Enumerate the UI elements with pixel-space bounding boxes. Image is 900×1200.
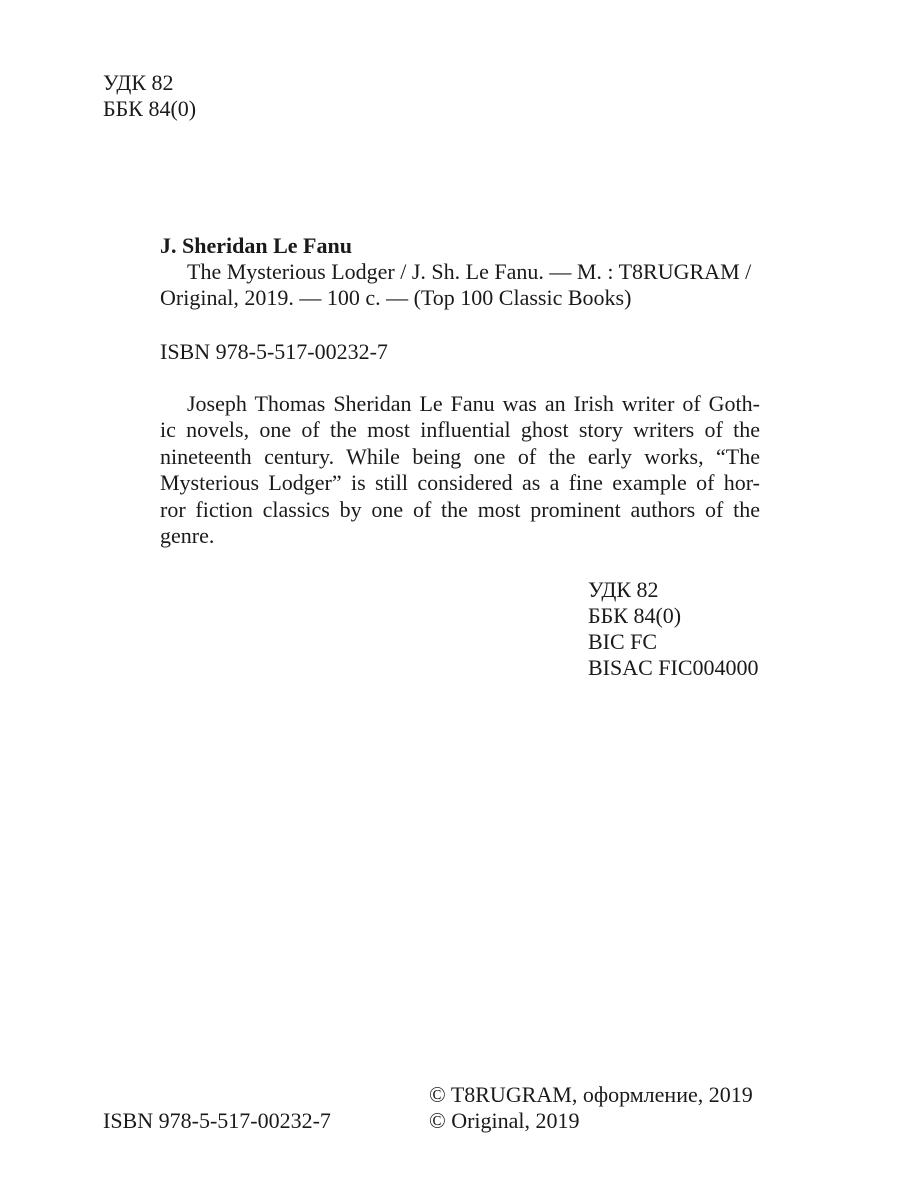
udk-code: УДК 82: [588, 577, 659, 602]
top-classification: [103, 70, 196, 122]
bbk-code: ББК 84(0): [103, 96, 197, 121]
bic-code: BIC FC: [588, 629, 658, 654]
annotation-line: ror fiction classics by one of the most prominent authors of the: [160, 496, 760, 522]
annotation-line: Joseph Thomas Sheridan Le Fanu was an Irish writer of Goth-: [187, 391, 760, 416]
footer-isbn: [103, 1108, 331, 1134]
bbk-code: ББК 84(0): [588, 603, 682, 628]
isbn-number: ISBN 978-5-517-00232-7: [160, 339, 388, 364]
bibliographic-record: [160, 233, 760, 311]
classification-block: [588, 577, 759, 681]
annotation-paragraph: [160, 391, 760, 549]
author-heading: J. Sheridan Le Fanu: [160, 233, 352, 258]
annotation-line: genre.: [160, 523, 215, 549]
copyright-block: [429, 1082, 753, 1134]
annotation-line: nineteenth century. While being one of the early works, “The: [160, 443, 760, 469]
bibliographic-line: Original, 2019. — 100 с. — (Top 100 Classic Books): [160, 285, 632, 310]
isbn-number: ISBN 978-5-517-00232-7: [103, 1108, 331, 1133]
bisac-code: BISAC FIC004000: [588, 655, 759, 680]
bibliographic-line: The Mysterious Lodger / J. Sh. Le Fanu. — M. : T8RUGRAM /: [187, 259, 752, 284]
annotation-line: ic novels, one of the most influential ghost story writers of the: [160, 417, 760, 443]
udk-code: УДК 82: [103, 70, 174, 95]
isbn-record: [160, 339, 388, 365]
annotation-line: Mysterious Lodger” is still considered as a fine example of hor-: [160, 470, 760, 496]
copyright-line: © T8RUGRAM, оформление, 2019: [429, 1082, 753, 1107]
copyright-line: © Original, 2019: [429, 1108, 580, 1133]
